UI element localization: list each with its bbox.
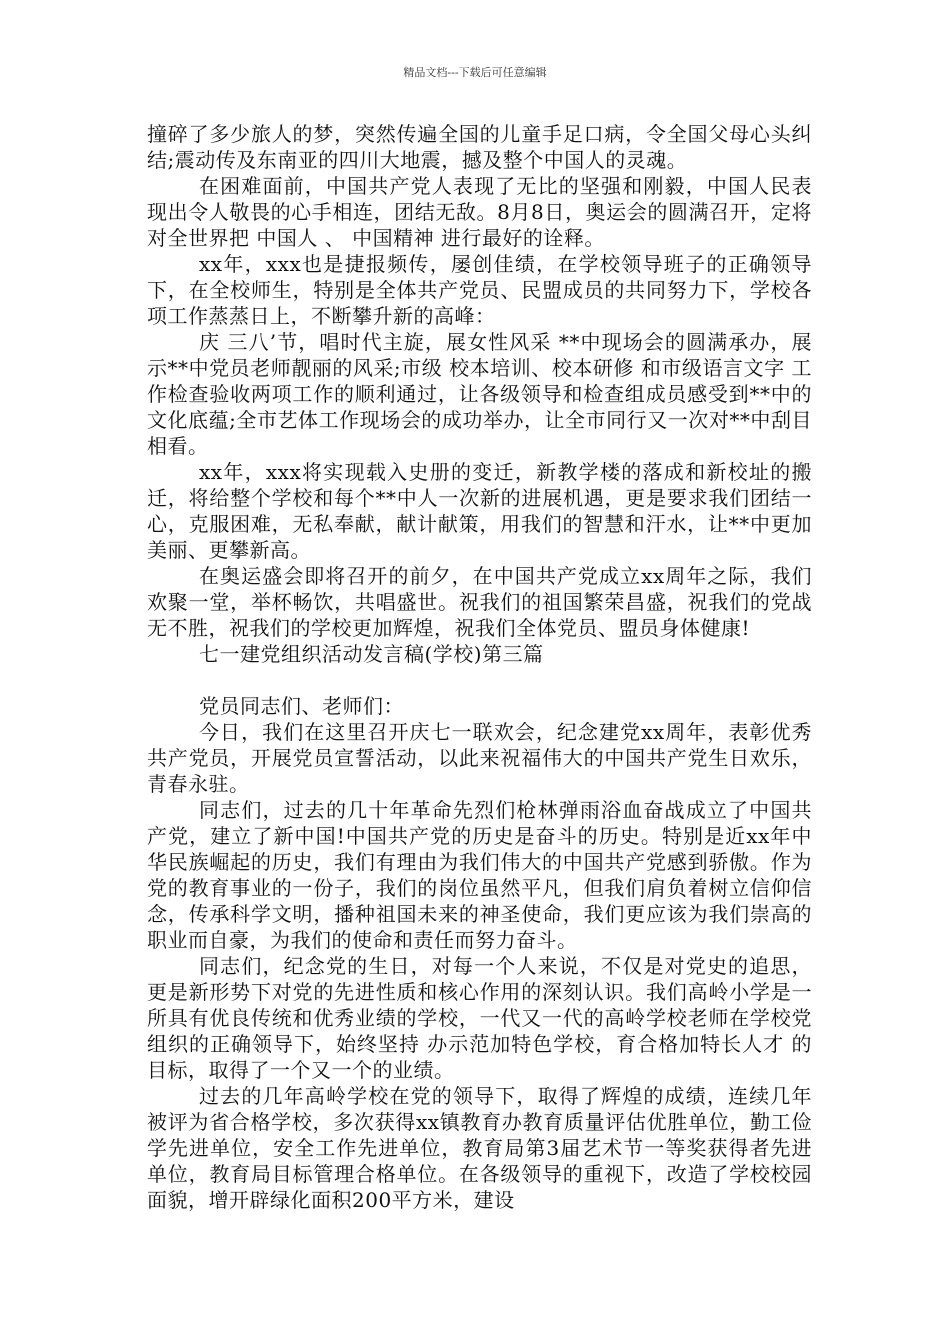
paragraph: xx年，xxx将实现载入史册的变迁，新教学楼的落成和新校址的搬迁，将给整个学校和每个**中人一次新的进展机遇，更是要求我们团结一心，克服困难，无私奉献，献计献策，用我们的智慧和汗水，让**中更加美丽、更攀新高。 xyxy=(147,460,812,562)
paragraph: 撞碎了多少旅人的梦，突然传遍全国的儿童手足口病，令全国父母心头纠结;震动传及东南亚的四川大地震，撼及整个中国人的灵魂。 xyxy=(147,122,812,172)
page-header: 精品文档---下载后可任意编辑 xyxy=(403,66,547,79)
paragraph: 在奥运盛会即将召开的前夕，在中国共产党成立xx周年之际，我们欢聚一堂，举杯畅饮，共唱盛世。祝我们的祖国繁荣昌盛，祝我们的党战无不胜，祝我们的学校更加辉煌，祝我们全体党员、盟员身体健康! xyxy=(147,564,812,640)
blank-line xyxy=(147,667,812,693)
paragraph: 过去的几年高岭学校在党的领导下，取得了辉煌的成绩，连续几年被评为省合格学校，多次获得xx镇教育办教育质量评估优胜单位，勤工俭学先进单位，安全工作先进单位，教育局第3届艺术节一等奖获得者先进单位，教育局目标管理合格单位。在各级领导的重视下，改造了学校校园面貌，增开辟绿化面积200平方米，建设 xyxy=(147,1084,812,1212)
section-heading: 七一建党组织活动发言稿(学校)第三篇 xyxy=(199,642,544,666)
salutation: 党员同志们、老师们： xyxy=(199,694,404,718)
document-body xyxy=(147,121,812,1213)
paragraph: 今日，我们在这里召开庆七一联欢会，纪念建党xx周年，表彰优秀共产党员，开展党员宣誓活动，以此来祝福伟大的中国共产党生日欢乐，青春永驻。 xyxy=(147,720,812,796)
paragraph: xx年，xxx也是捷报频传，屡创佳绩，在学校领导班子的正确领导下，在全校师生，特别是全体共产党员、民盟成员的共同努力下，学校各项工作蒸蒸日上，不断攀升新的高峰： xyxy=(147,252,812,328)
paragraph: 同志们，过去的几十年革命先烈们枪林弹雨浴血奋战成立了中国共产党，建立了新中国!中国共产党的历史是奋斗的历史。特别是近xx年中华民族崛起的历史，我们有理由为我们伟大的中国共产党感到骄傲。作为党的教育事业的一份子，我们的岗位虽然平凡，但我们肩负着树立信仰信念，传承科学文明，播种祖国未来的神圣使命，我们更应该为我们崇高的职业而自豪，为我们的使命和责任而努力奋斗。 xyxy=(147,798,812,952)
paragraph: 同志们，纪念党的生日，对每一个人来说，不仅是对党史的追思，更是新形势下对党的先进性质和核心作用的深刻认识。我们高岭小学是一所具有优良传统和优秀业绩的学校，一代又一代的高岭学校老师在学校党组织的正确领导下，始终坚持 办示范加特色学校，育合格加特长人才 的目标，取得了一个又一个的业绩。 xyxy=(147,954,812,1082)
paragraph: 庆 三八’节，唱时代主旋，展女性风采 **中现场会的圆满承办，展示**中党员老师靓丽的风采;市级 校本培训、校本研修 和市级语言文字 工作检查验收两项工作的顺利通过，让各级领导和检查组成员感受到**中的文化底蕴;全市艺体工作现场会的成功举办，让全市同行又一次对**中刮目相看。 xyxy=(147,330,812,458)
paragraph: 在困难面前，中国共产党人表现了无比的坚强和刚毅，中国人民表现出令人敬畏的心手相连，团结无敌。8月8日，奥运会的圆满召开，定将对全世界把 中国人 、 中国精神 进行最好的诠释。 xyxy=(147,174,812,250)
